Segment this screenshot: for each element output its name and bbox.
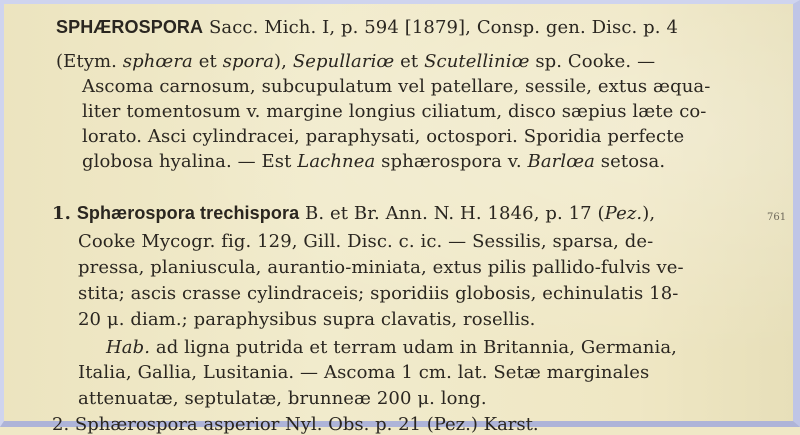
book-page <box>4 4 793 435</box>
text: sp. Cooke. — <box>529 51 656 72</box>
genus-line-6 <box>82 151 665 173</box>
text: ad ligna putrida et terram udam in Britannia, Germania, <box>150 337 677 358</box>
species-line-1 <box>52 202 655 225</box>
next-entry-partial <box>52 414 539 435</box>
species-line-5: 20 μ. diam.; paraphysibus supra clavatis, rosellis. <box>78 309 536 330</box>
italic-term: sphœra <box>122 51 193 72</box>
species-line-4: stita; ascis crasse cylindraceis; sporidiis globosis, echinulatis 18- <box>78 283 679 304</box>
margin-number: 761 <box>767 212 787 223</box>
habitat-line-1 <box>106 337 677 359</box>
italic-term: Lachnea <box>297 151 376 172</box>
genus-citation: Sacc. Mich. I, p. 594 [1879], Consp. gen. Disc. p. 4 <box>203 17 678 38</box>
habitat-line-3: attenuatæ, septulatæ, brunneæ 200 μ. long. <box>78 388 487 409</box>
species-name: Sphærospora trechispora <box>76 203 300 223</box>
text: et <box>394 51 425 72</box>
text: sphærospora v. <box>375 151 528 172</box>
genus-name: SPHÆROSPORA <box>56 17 204 37</box>
entry-number: 1. <box>52 203 71 224</box>
italic-term: Pez. <box>604 203 643 224</box>
genus-line-3: Ascoma carnosum, subcupulatum vel patellare, sessile, extus æqua- <box>82 76 711 97</box>
species-citation: B. et Br. Ann. N. H. 1846, p. 17 ( <box>299 203 605 224</box>
text: et <box>192 51 223 72</box>
italic-term: Sepullariœ <box>292 51 395 72</box>
italic-term: Scutelliniœ <box>424 51 530 72</box>
habitat-label: Hab. <box>106 337 151 358</box>
text: ), <box>642 203 656 224</box>
species-line-3: pressa, planiuscula, aurantio-miniata, extus pilis pallido-fulvis ve- <box>78 257 684 278</box>
text: ), <box>274 51 293 72</box>
text: setosa. <box>594 151 666 172</box>
next-entry-text: 2. Sphærospora asperior Nyl. Obs. p. 21 (Pez.) Karst. <box>52 414 539 435</box>
text: (Etym. <box>56 51 123 72</box>
text: globosa hyalina. — Est <box>82 151 298 172</box>
genus-line-5: lorato. Asci cylindracei, paraphysati, octospori. Sporidia perfecte <box>82 126 685 147</box>
italic-term: spora <box>222 51 275 72</box>
habitat-line-2: Italia, Gallia, Lusitania. — Ascoma 1 cm. lat. Setæ marginales <box>78 362 650 383</box>
genus-line-4: liter tomentosum v. margine longius ciliatum, disco sæpius læte co- <box>82 101 707 122</box>
species-line-2: Cooke Mycogr. fig. 129, Gill. Disc. c. ic. — Sessilis, sparsa, de- <box>78 231 654 252</box>
genus-line-1 <box>56 16 678 39</box>
genus-line-2 <box>56 51 655 73</box>
italic-term: Barlœa <box>527 151 595 172</box>
